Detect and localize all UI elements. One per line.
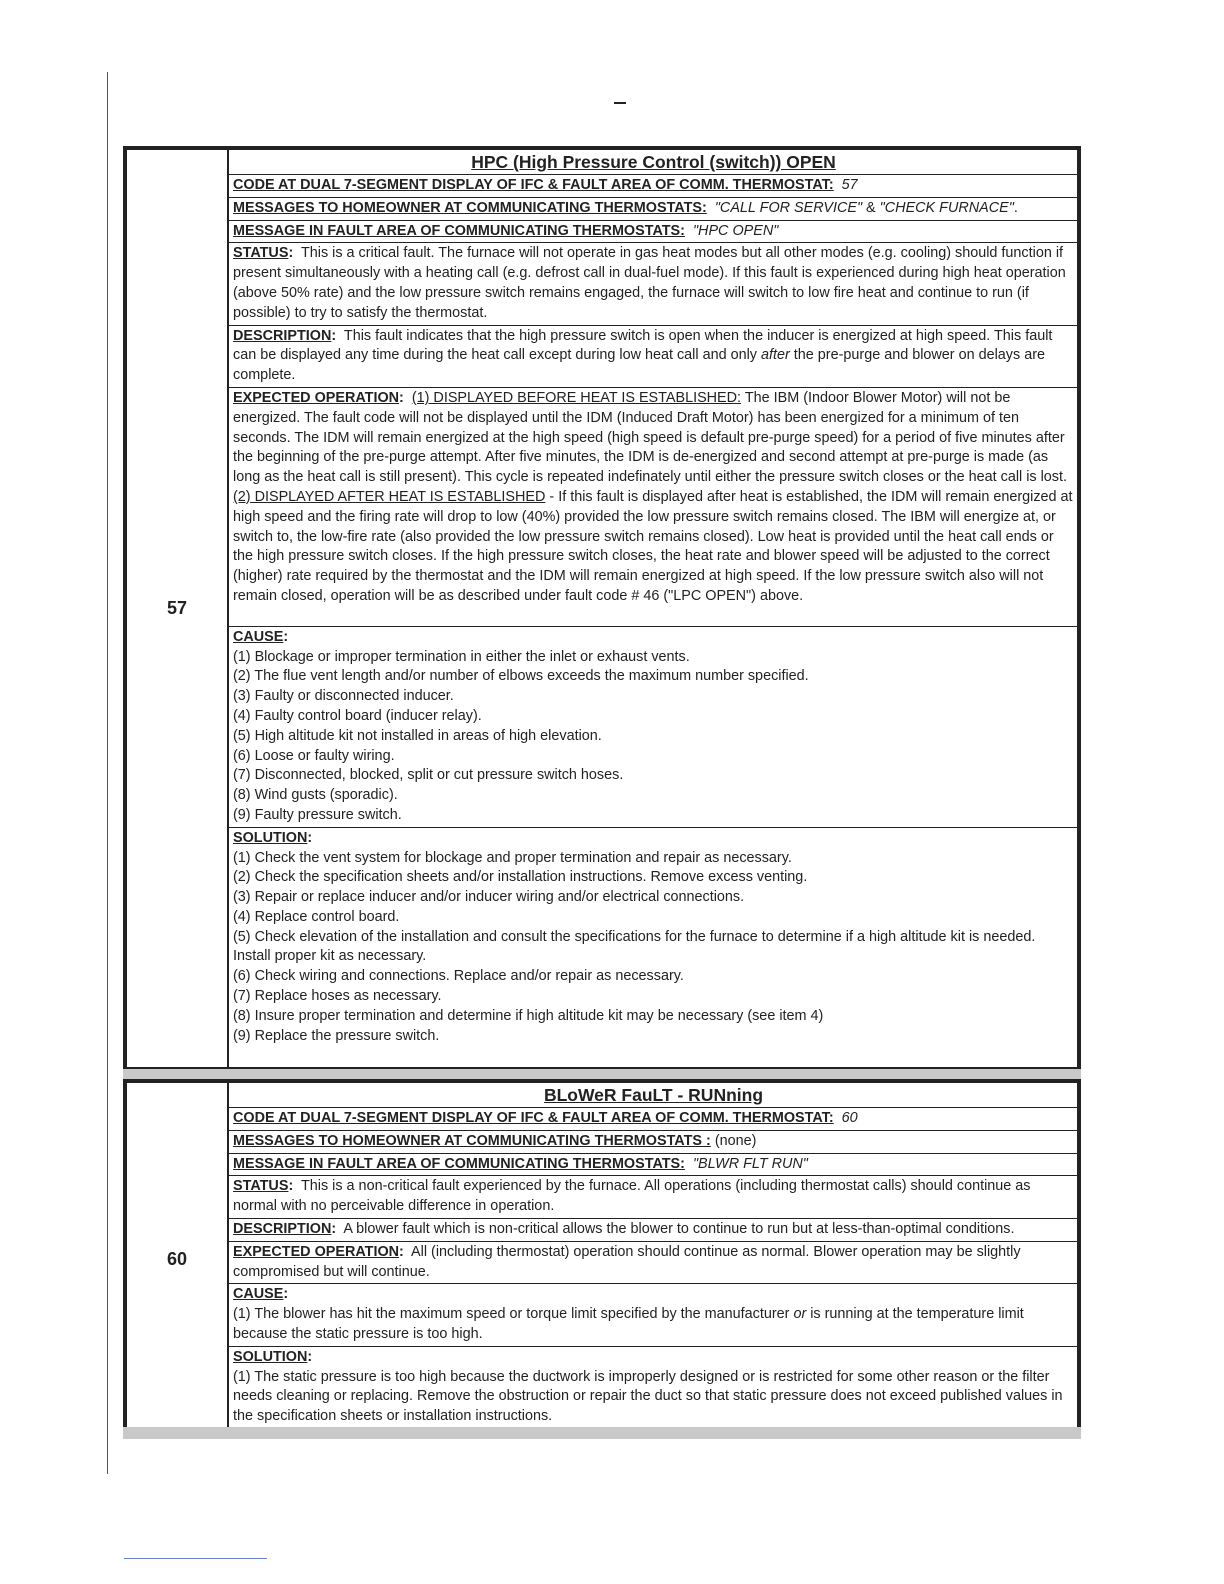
fault-title: BLoWeR FauLT - RUNning <box>229 1083 1077 1108</box>
solution-label: SOLUTION <box>233 829 308 846</box>
fault-message-label: MESSAGE IN FAULT AREA OF COMMUNICATING THERMOSTATS: <box>233 1155 685 1172</box>
status-row: STATUS: This is a non-critical fault experienced by the furnace. All operations (including thermostat calls) should continue as normal with no perceivable difference in operation. <box>229 1176 1077 1219</box>
table-separator <box>123 1069 1081 1079</box>
homeowner-message-2: "CHECK FURNACE" <box>879 199 1014 216</box>
expected-text-2: - If this fault is displayed after heat is established, the IDM will remain energized at high speed and the firing rate will drop to low (40%) provided the low pressure switch remains closed. The IBM will energize at, or switch to, the low-fire rate (also provided the low pressure switch remains closed). Low heat is provided until the heat call ends or the high pressure switch closes. If the high pressure switch closes, the heat rate and blower speed will be adjusted to the correct (higher) rate required by the thermostat and the IDM will remain energized at high speed. If the low pressure switch also will not remain closed, operation will be as described under fault code # 46 ("LPC OPEN") above. <box>233 488 1073 604</box>
fault-message-value: "HPC OPEN" <box>692 222 779 239</box>
display-code-value: 57 <box>841 177 858 193</box>
expected-text-1: The IBM (Indoor Blower Motor) will not be energized. The fault code will not be displayed until the IDM (Induced Draft Motor) has been energized for a minimum of ten seconds. The IDM will remain energized at the high speed (high speed is default pre-purge speed) for a period of five minutes after the beginning of the pre-purge attempt. After five minutes, the IDM is de-energized and second attempt at pre-purge is made (as long as the heat call is still present). This cycle is repeated indefinately until either the pressure switch closes or the heat call is lost. <box>233 389 1068 486</box>
description-row: DESCRIPTION: A blower fault which is non-critical allows the blower to continue to run but at less-than-optimal conditions. <box>229 1219 1077 1242</box>
description-text: This fault indicates that the high pressure switch is open when the inducer is energized at high speed. This fault can be displayed any time during the heat call except during low heat call and only <box>233 327 1053 364</box>
homeowner-message-1: "CALL FOR SERVICE" <box>714 199 863 216</box>
cause-row: CAUSE: (1) Blockage or improper termination in either the inlet or exhaust vents. (2) The flue vent length and/or number of elbows exceeds the maximum number specified. (3) Faulty or disconnected inducer. (4) Faulty control board (inducer relay). (5) High altitude kit not installed in areas of high elevation. (6) Loose or faulty wiring. (7) Disconnected, blocked, split or cut pressure switch hoses. (8) Wind gusts (sporadic). (9) Faulty pressure switch. <box>229 627 1077 828</box>
solution-item: (6) Check wiring and connections. Replace and/or repair as necessary. <box>233 968 684 985</box>
cause-text: (1) The blower has hit the maximum speed or torque limit specified by the manufacturer <box>233 1306 790 1323</box>
left-margin-rule <box>107 72 108 1474</box>
cause-item: (7) Disconnected, blocked, split or cut pressure switch hoses. <box>233 767 624 784</box>
solution-item: (9) Replace the pressure switch. <box>233 1027 440 1044</box>
expected-operation-label: EXPECTED OPERATION <box>233 389 400 406</box>
cause-row: CAUSE: (1) The blower has hit the maximum speed or torque limit specified by the manufacturer or is running at the temperature limit because the static pressure is too high. <box>229 1284 1077 1346</box>
table-bottom-bar <box>123 1427 1081 1439</box>
display-code-label: CODE AT DUAL 7-SEGMENT DISPLAY OF IFC & FAULT AREA OF COMM. THERMOSTAT: <box>233 177 834 193</box>
cause-italic: or <box>793 1306 807 1323</box>
homeowner-joiner: & <box>862 199 880 216</box>
description-text-2: the pre-purge and blower on delays are complete. <box>233 347 1045 384</box>
solution-row: SOLUTION: (1) Check the vent system for blockage and proper termination and repair as necessary. (2) Check the specification sheets and/or installation instructions. Remove excess venting. (3) Repair or replace inducer and/or inducer wiring and/or electrical connections. (4) Replace control board. (5) Check elevation of the installation and consult the specifications for the furnace to determine if a high altitude kit is needed. Install proper kit as necessary. (6) Check wiring and connections. Replace and/or repair as necessary. (7) Replace hoses as necessary. (8) Insure proper termination and determine if high altitude kit may be necessary (see item 4) (9) Replace the pressure switch. <box>229 828 1077 1048</box>
expected-sub-heading-1: (1) DISPLAYED BEFORE HEAT IS ESTABLISHED: <box>411 389 742 406</box>
homeowner-messages-label: MESSAGES TO HOMEOWNER AT COMMUNICATING THERMOSTATS : <box>233 1132 711 1149</box>
fault-message-row <box>229 1154 1077 1177</box>
description-label: DESCRIPTION <box>233 327 332 344</box>
fault-code-cell: 60 <box>127 1083 229 1435</box>
status-row: STATUS: This is a critical fault. The furnace will not operate in gas heat modes but all other modes (e.g. cooling) should function if present simultaneously with a heating call (e.g. defrost call in dual-fuel mode). If this fault is experienced during high heat operation (above 50% rate) and the low pressure switch remains engaged, the furnace will switch to low fire heat and continue to run (if possible) to try to satisfy the thermostat. <box>229 243 1077 325</box>
status-text: This is a non-critical fault experienced by the furnace. All operations (including thermostat calls) should continue as normal with no perceivable difference in operation. <box>233 1178 1031 1215</box>
cause-label: CAUSE <box>233 1286 284 1303</box>
solution-item: (2) Check the specification sheets and/or installation instructions. Remove excess venting. <box>233 869 808 886</box>
homeowner-messages-row <box>229 1131 1077 1154</box>
status-label: STATUS <box>233 245 289 262</box>
solution-label: SOLUTION <box>233 1348 308 1365</box>
expected-sub-heading-2: (2) DISPLAYED AFTER HEAT IS ESTABLISHED <box>233 488 546 505</box>
cause-item: (2) The flue vent length and/or number of elbows exceeds the maximum number specified. <box>233 668 809 685</box>
homeowner-messages-row <box>229 198 1077 221</box>
description-label: DESCRIPTION <box>233 1220 332 1237</box>
display-code-value: 60 <box>841 1110 858 1126</box>
expected-operation-label: EXPECTED OPERATION <box>233 1243 400 1260</box>
description-text: A blower fault which is non-critical allows the blower to continue to run but at less-than-optimal conditions. <box>343 1220 1015 1237</box>
fault-details <box>229 1083 1077 1435</box>
status-text: This is a critical fault. The furnace will not operate in gas heat modes but all other modes (e.g. cooling) should function if present simultaneously with a heating call (e.g. defrost call in dual-fuel mode). If this fault is experienced during high heat operation (above 50% rate) and the low pressure switch remains engaged, the furnace will switch to low fire heat and continue to run (if possible) to try to satisfy the thermostat. <box>233 245 1066 321</box>
cause-item: (6) Loose or faulty wiring. <box>233 747 395 764</box>
cause-item: (4) Faulty control board (inducer relay). <box>233 707 482 724</box>
display-code-label: CODE AT DUAL 7-SEGMENT DISPLAY OF IFC & FAULT AREA OF COMM. THERMOSTAT: <box>233 1110 834 1126</box>
solution-item: (5) Check elevation of the installation and consult the specifications for the furnace to determine if a high altitude kit is needed. Install proper kit as necessary. <box>233 928 1036 965</box>
solution-item: (4) Replace control board. <box>233 908 400 925</box>
expected-operation-row: EXPECTED OPERATION: (1) DISPLAYED BEFORE HEAT IS ESTABLISHED: The IBM (Indoor Blower Motor) will not be energized. The fault code will not be displayed until the IDM (Induced Draft Motor) has been energized for a minimum of ten seconds. The IDM will remain energized at the high speed (high speed is default pre-purge speed) for a period of five minutes after the beginning of the pre-purge attempt. After five minutes, the IDM is de-energized and second attempt at pre-purge is made (as long as the heat call is still present). This cycle is repeated indefinately until either the pressure switch closes or the heat call is lost. (2) DISPLAYED AFTER HEAT IS ESTABLISHED - If this fault is displayed after heat is established, the IDM will remain energized at high speed and the firing rate will drop to low (40%) provided the low pressure switch remains closed. The IBM will energize at, or switch to, the low-fire rate (also provided the low pressure switch remains closed). Low heat is provided until the heat call ends or the high pressure switch closes. If the high pressure switch closes, the heat rate and blower speed will be adjusted to the correct (higher) rate required by the thermostat and the IDM will remain energized at high speed. If the low pressure switch also will not remain closed, operation will be as described under fault code # 46 ("LPC OPEN") above. <box>229 388 1077 627</box>
homeowner-message-value: (none) <box>714 1132 757 1149</box>
solution-row: SOLUTION: (1) The static pressure is too high because the ductwork is improperly designed or is restricted for some other reason or the filter needs cleaning or replacing. Remove the obstruction or repair the duct so that static pressure does not exceed published values in the specification sheets or installation instructions. <box>233 1348 1063 1425</box>
homeowner-messages-label: MESSAGES TO HOMEOWNER AT COMMUNICATING THERMOSTATS: <box>233 199 707 216</box>
cause-item: (1) Blockage or improper termination in either the inlet or exhaust vents. <box>233 648 690 665</box>
cause-label: CAUSE <box>233 628 284 645</box>
solution-text: (1) The static pressure is too high because the ductwork is improperly designed or is restricted for some other reason or the filter needs cleaning or replacing. Remove the obstruction or repair the duct so that static pressure does not exceed published values in the specification sheets or installation instructions. <box>233 1368 1063 1425</box>
solution-item: (8) Insure proper termination and determine if high altitude kit may be necessary (see item 4) <box>233 1007 824 1024</box>
solution-item: (3) Repair or replace inducer and/or inducer wiring and/or electrical connections. <box>233 889 745 906</box>
description-row: DESCRIPTION: This fault indicates that the high pressure switch is open when the inducer is energized at high speed. This fault can be displayed any time during the heat call except during low heat call and only after the pre-purge and blower on delays are complete. <box>229 326 1077 388</box>
solution-item: (1) Check the vent system for blockage and proper termination and repair as necessary. <box>233 849 792 866</box>
cause-item: (9) Faulty pressure switch. <box>233 806 402 823</box>
cause-item: (8) Wind gusts (sporadic). <box>233 787 398 804</box>
cause-item: (3) Faulty or disconnected inducer. <box>233 688 454 705</box>
fault-title: HPC (High Pressure Control (switch)) OPEN <box>229 150 1077 175</box>
fault-message-label: MESSAGE IN FAULT AREA OF COMMUNICATING THERMOSTATS: <box>233 222 685 239</box>
expected-text: All (including thermostat) operation should continue as normal. Blower operation may be slightly compromised but will continue. <box>233 1243 1021 1280</box>
footer-link-rule <box>124 1558 267 1559</box>
fault-table-57 <box>123 146 1081 1071</box>
fault-message-value: "BLWR FLT RUN" <box>692 1155 808 1172</box>
header-dash <box>614 102 626 104</box>
fault-code-cell: 57 <box>127 150 229 1067</box>
solution-item: (7) Replace hoses as necessary. <box>233 988 442 1005</box>
cause-text-2: is running at the temperature limit because the static pressure is too high. <box>233 1306 1024 1342</box>
homeowner-end: . <box>1013 199 1018 216</box>
display-code-row <box>229 1108 1077 1131</box>
display-code-row <box>229 175 1077 198</box>
status-label: STATUS <box>233 1178 289 1195</box>
expected-operation-row: EXPECTED OPERATION: All (including thermostat) operation should continue as normal. Blower operation may be slightly compromised but will continue. <box>229 1242 1077 1285</box>
cause-item: (5) High altitude kit not installed in areas of high elevation. <box>233 727 602 744</box>
fault-message-row <box>229 221 1077 244</box>
fault-details <box>229 150 1077 1067</box>
fault-table-60 <box>123 1079 1081 1439</box>
description-italic: after <box>761 347 790 364</box>
